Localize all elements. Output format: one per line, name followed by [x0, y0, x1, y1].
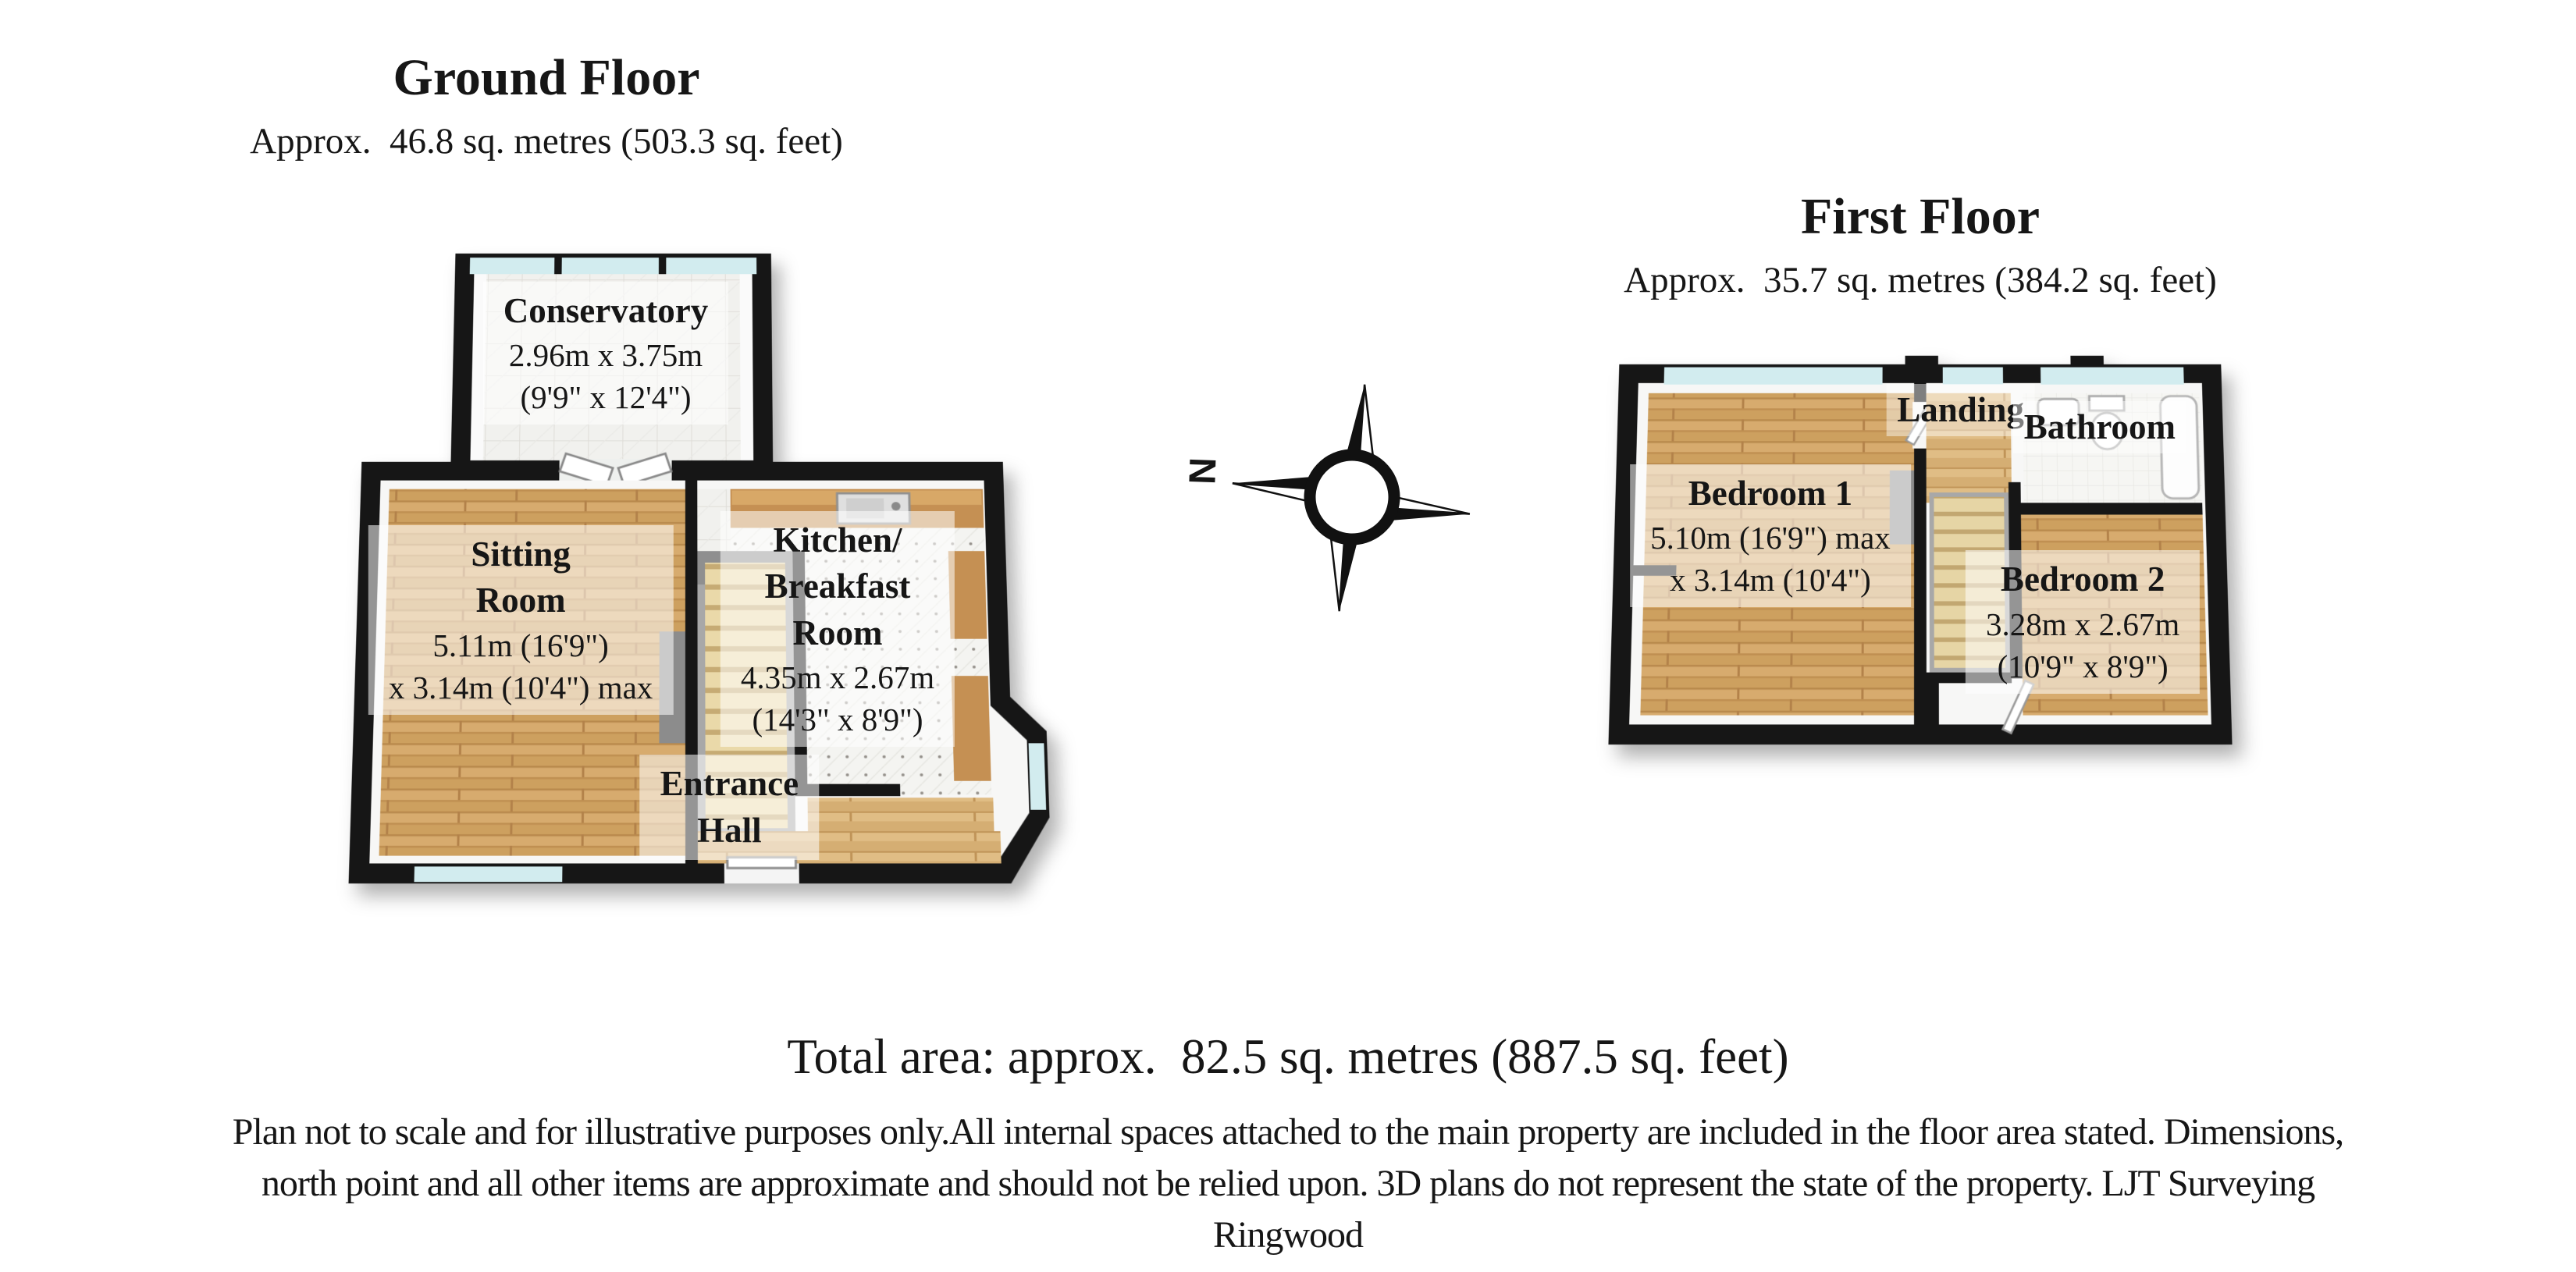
conservatory-dim-imperial: (9'9" x 12'4"): [520, 379, 692, 416]
total-area-text: Total area: approx. 82.5 sq. metres (887.5 sq. feet): [787, 1029, 1789, 1084]
compass-rose: [1180, 373, 1482, 627]
bedroom2-dim-metric: 3.28m x 2.67m: [1985, 606, 2180, 642]
bedroom1-dim-metric: 5.10m (16'9") max: [1650, 520, 1891, 556]
bedroom1-name: Bedroom 1: [1688, 473, 1853, 513]
sitting-room-name-1: Sitting: [471, 534, 571, 574]
ground-floor-labels: [297, 201, 1069, 897]
conservatory-dim-metric: 2.96m x 3.75m: [508, 336, 703, 373]
kitchen-label: [720, 511, 955, 747]
landing-name: Landing: [1897, 390, 2024, 430]
disclaimer-line-2: north point and all other items are approximate and should not be relied upon. 3D plans do not represent the state of the property. LJT Surveying: [261, 1163, 2315, 1204]
kitchen-name-3: Room: [792, 613, 883, 652]
ground-floor-plan: [297, 201, 1069, 897]
first-floor-header: [1592, 187, 2248, 301]
disclaimer-line-3: Ringwood: [1212, 1214, 1363, 1256]
ground-floor-area: Approx. 46.8 sq. metres (503.3 sq. feet): [250, 121, 843, 162]
compass-icon: [1219, 373, 1482, 627]
sitting-room-dim-imperial: x 3.14m (10'4") max: [388, 669, 653, 705]
bedroom1-label: [1630, 464, 1911, 608]
ground-floor-header: [219, 48, 874, 162]
bedroom1-dim-imperial: x 3.14m (10'4"): [1670, 562, 1871, 599]
first-floor-plan: [1577, 336, 2256, 757]
entrance-hall-name-1: Entrance: [660, 764, 799, 804]
sitting-room-dim-metric: 5.11m (16'9"): [432, 627, 609, 663]
bathroom-label: [2013, 401, 2186, 453]
conservatory-name: Conservatory: [503, 290, 709, 330]
ground-floor-title: Ground Floor: [393, 49, 700, 106]
bedroom2-label: [1966, 550, 2200, 694]
compass-north-label: N: [1180, 457, 1223, 485]
conservatory-label: [483, 282, 728, 425]
bathroom-name: Bathroom: [2023, 407, 2176, 446]
kitchen-name-1: Kitchen/: [773, 520, 902, 560]
disclaimer-line-1: Plan not to scale and for illustrative purposes only.All internal spaces attached to the main property are included in the floor area stated. Dimensions,: [232, 1111, 2344, 1153]
entrance-hall-name-2: Hall: [697, 810, 762, 850]
compass-hub: [1307, 452, 1397, 542]
entrance-hall-label: [640, 755, 819, 860]
kitchen-dim-metric: 4.35m x 2.67m: [740, 659, 935, 696]
disclaimer-text: [0, 1107, 2576, 1261]
kitchen-dim-imperial: (14'3" x 8'9"): [752, 702, 923, 738]
kitchen-name-2: Breakfast: [764, 567, 911, 606]
bedroom2-dim-imperial: (10'9" x 8'9"): [1997, 648, 2169, 684]
sitting-room-name-2: Room: [475, 581, 566, 620]
first-floor-title: First Floor: [1800, 188, 2041, 245]
bedroom2-name: Bedroom 2: [2000, 560, 2165, 599]
sitting-room-label: [368, 525, 673, 715]
first-floor-area: Approx. 35.7 sq. metres (384.2 sq. feet): [1624, 260, 2217, 300]
first-floor-labels: [1577, 336, 2256, 757]
